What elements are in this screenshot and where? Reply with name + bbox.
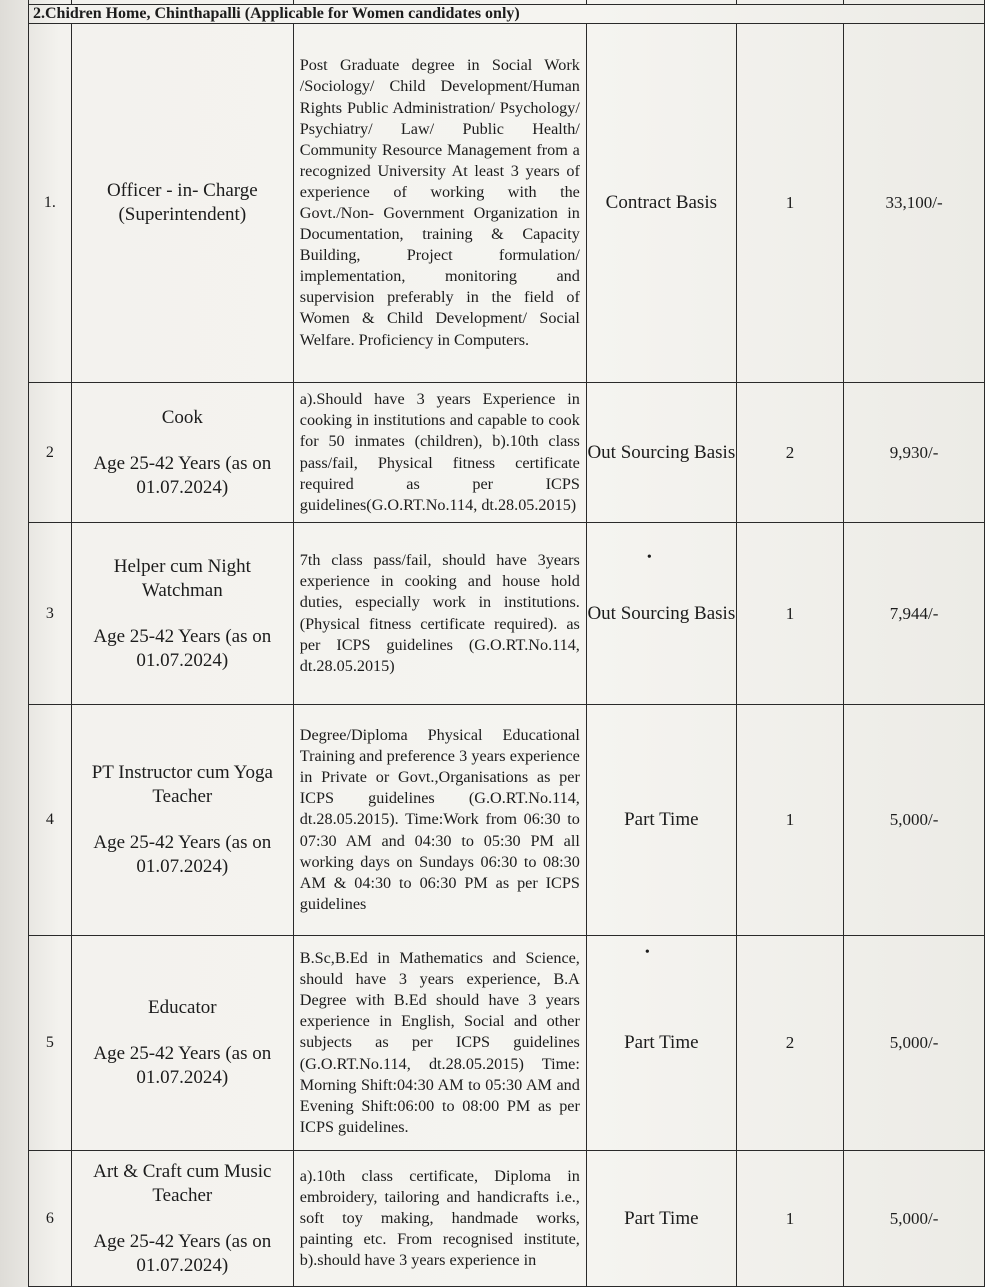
serial-number: 6 xyxy=(29,1151,72,1287)
recruitment-table xyxy=(28,0,985,1287)
remuneration: 5,000/- xyxy=(844,1151,985,1287)
engagement-basis: Part Time xyxy=(624,1032,699,1053)
qualification: Degree/Diploma Physical Educational Training and preference 3 years experience in Private or Govt.,Organisations as per ICPS guidelines (G.O.RT.No.114, dt.28.05.2015). Time:Work from 06:30 to 07:30 AM and 04:30 to 05:30 PM all working days on Sundays 06:30 to 08:30 AM & 04:30 to 06:30 PM as per ICPS guidelines xyxy=(293,705,586,936)
age-limit: Age 25-42 Years (as on 01.07.2024) xyxy=(93,625,272,671)
engagement-basis: Part Time xyxy=(586,1151,736,1287)
post-name: Officer - in- Charge (Superintendent) xyxy=(106,180,258,225)
engagement-basis: Contract Basis xyxy=(605,192,717,213)
table-row xyxy=(29,936,985,1151)
serial-number: 3 xyxy=(29,523,72,705)
table-row xyxy=(29,523,985,705)
post-name: Educator xyxy=(148,997,217,1018)
number-of-posts: 1 xyxy=(736,24,843,383)
ink-dot: • xyxy=(646,550,652,565)
remuneration: 33,100/- xyxy=(844,24,985,383)
post-name: Helper cum Night Watchman xyxy=(113,555,251,601)
serial-number: 1. xyxy=(29,24,72,383)
qualification: Post Graduate degree in Social Work /Sociology/ Child Development/Human Rights Public Administration/ Psychology/ Psychiatry/ Law/ Public Health/ Community Resource Management from a recognized University At least 3 years of experience of working with the Govt./Non- Government Organization in Documentation, training & Capacity Building, Project formulation/ implementation, monitoring and supervision preferably in the field of Women & Child Development/ Social Welfare. Proficiency in Computers. xyxy=(293,24,586,383)
section-title: 2.Chidren Home, Chinthapalli (Applicable for Women candidates only) xyxy=(29,5,985,24)
remuneration: 9,930/- xyxy=(844,383,985,523)
number-of-posts: 1 xyxy=(736,523,843,705)
post-name: Art & Craft cum Music Teacher xyxy=(93,1160,272,1206)
number-of-posts: 2 xyxy=(736,383,843,523)
engagement-basis: Out Sourcing Basis xyxy=(586,383,736,523)
qualification: B.Sc,B.Ed in Mathematics and Science, should have 3 years experience, B.A Degree with B.Ed should have 3 years experience in English, Social and other subjects as per ICPS guidelines (G.O.RT.No.114, dt.28.05.2015) Time: Morning Shift:04:30 AM to 05:30 AM and Evening Shift:06:00 to 08:00 PM as per ICPS guidelines. xyxy=(293,936,586,1151)
table-row xyxy=(29,383,985,523)
remuneration: 5,000/- xyxy=(844,936,985,1151)
age-limit: Age 25-42 Years (as on 01.07.2024) xyxy=(93,832,272,877)
number-of-posts: 1 xyxy=(736,705,843,936)
engagement-basis: Part Time xyxy=(586,705,736,936)
ink-dot: • xyxy=(644,945,650,960)
post-name: PT Instructor cum Yoga Teacher xyxy=(91,762,273,807)
remuneration: 5,000/- xyxy=(844,705,985,936)
table-row xyxy=(29,24,985,383)
post-name: Cook xyxy=(161,406,203,428)
remuneration: 7,944/- xyxy=(844,523,985,705)
age-limit: Age 25-42 Years (as on 01.07.2024) xyxy=(93,1230,272,1276)
qualification: 7th class pass/fail, should have 3years experience in cooking and house hold duties, especially work in institutions.(Physical fitness certificate required). as per ICPS guidelines (G.O.RT.No.114, dt.28.05.2015) xyxy=(293,523,586,705)
serial-number: 4 xyxy=(29,705,72,936)
serial-number: 5 xyxy=(29,936,72,1151)
serial-number: 2 xyxy=(29,383,72,523)
qualification: a).10th class certificate, Diploma in embroidery, tailoring and handicrafts i.e., soft toy making, handmade works, painting etc. From recognised institute, b).should have 3 years experience in xyxy=(293,1151,586,1287)
engagement-basis: Out Sourcing Basis xyxy=(587,602,736,624)
age-limit: Age 25-42 Years (as on 01.07.2024) xyxy=(93,452,272,498)
number-of-posts: 1 xyxy=(736,1151,843,1287)
table-row xyxy=(29,705,985,936)
table-row xyxy=(29,1151,985,1287)
qualification: a).Should have 3 years Experience in cooking in institutions and capable to cook for 50 inmates (children), b).10th class pass/fail, Physical fitness certificate required as per ICPS guidelines(G.O.RT.No.114, dt.28.05.2015) xyxy=(293,383,586,523)
number-of-posts: 2 xyxy=(736,936,843,1151)
age-limit: Age 25-42 Years (as on 01.07.2024) xyxy=(93,1043,272,1088)
section-header-row xyxy=(29,5,985,24)
